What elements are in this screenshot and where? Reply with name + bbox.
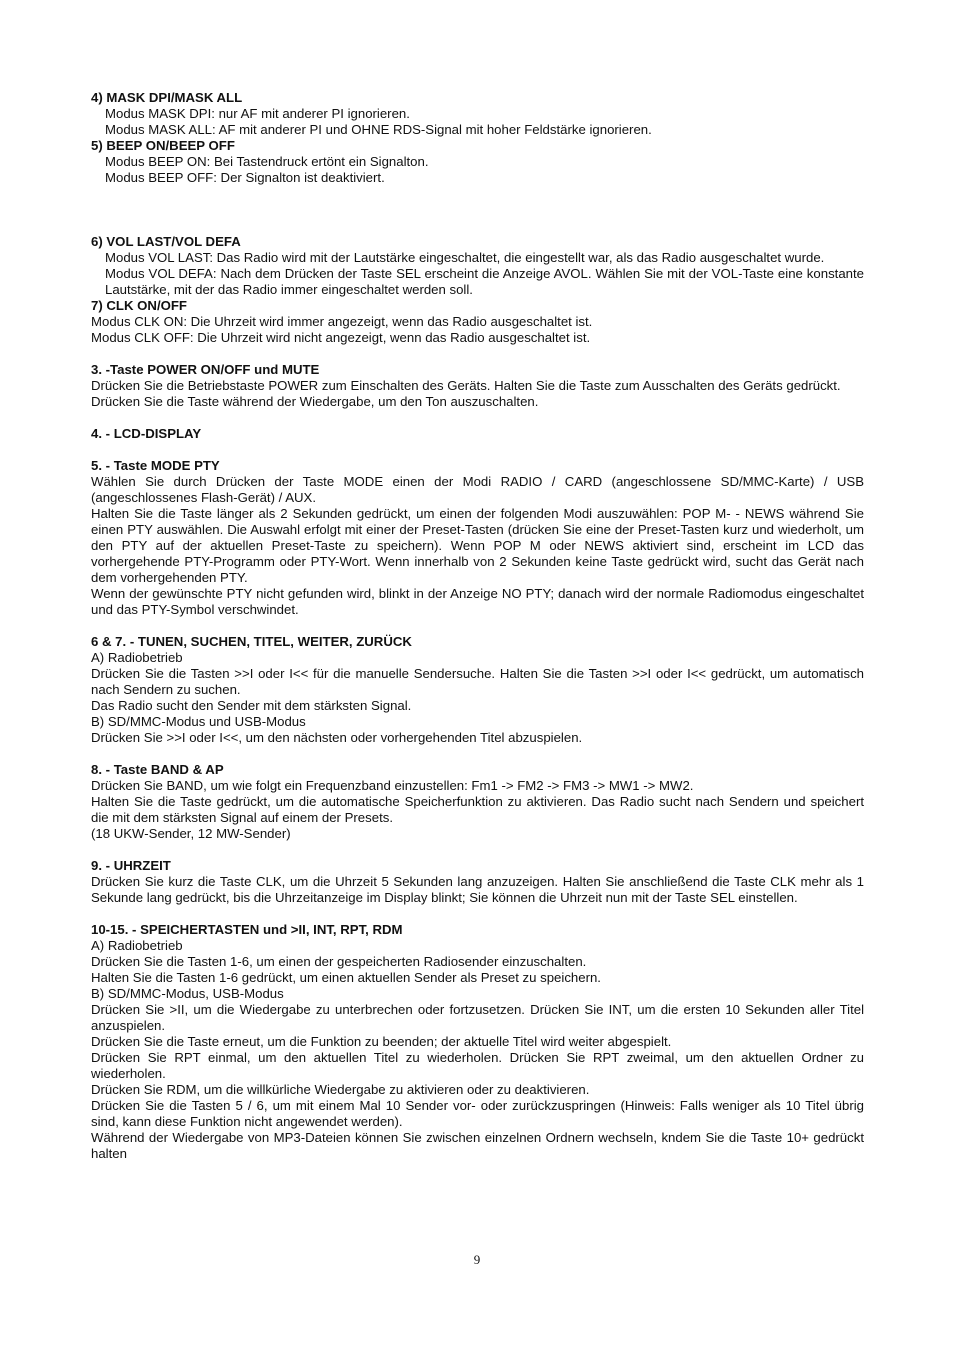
section-heading: 5. - Taste MODE PTY	[91, 458, 220, 473]
section-heading: 6 & 7. - TUNEN, SUCHEN, TITEL, WEITER, ZURÜCK	[91, 634, 412, 649]
paragraph: Wählen Sie durch Drücken der Taste MODE einen der Modi RADIO / CARD (angeschlossene SD/MMC-Karte) / USB (angeschlossenes Flash-Gerät) / AUX.	[91, 474, 864, 505]
paragraph: Modus VOL DEFA: Nach dem Drücken der Taste SEL erscheint die Anzeige AVOL. Wählen Sie mit der VOL-Taste eine konstante Lautstärke, mit der das Radio immer eingeschaltet werden soll.	[105, 266, 864, 297]
spacer	[91, 842, 864, 858]
spacer	[91, 442, 864, 458]
paragraph: Drücken Sie die Tasten 1-6, um einen der gespeicherten Radiosender einzuschalten.	[91, 954, 587, 969]
paragraph: B) SD/MMC-Modus, USB-Modus	[91, 986, 284, 1001]
paragraph: Drücken Sie >II, um die Wiedergabe zu unterbrechen oder fortzusetzen. Drücken Sie INT, um die ersten 10 Sekunden aller Titel anzuspielen.	[91, 1002, 864, 1033]
document-body	[91, 90, 864, 1162]
paragraph: Modus MASK ALL: AF mit anderer PI und OHNE RDS-Signal mit hoher Feldstärke ignorieren.	[105, 122, 652, 137]
section-heading: 9. - UHRZEIT	[91, 858, 171, 873]
paragraph: Drücken Sie RPT einmal, um den aktuellen Titel zu wiederholen. Drücken Sie RPT zweimal, um den aktuellen Ordner zu wiederholen.	[91, 1050, 864, 1081]
paragraph: Halten Sie die Taste gedrückt, um die automatische Speicherfunktion zu aktivieren. Das Radio sucht nach Sendern und speichert die mit dem stärksten Signal auf einem der Presets.	[91, 794, 864, 825]
section-heading: 8. - Taste BAND & AP	[91, 762, 224, 777]
spacer	[91, 410, 864, 426]
paragraph: Halten Sie die Taste länger als 2 Sekunden gedrückt, um einen der folgenden Modi auszuwählen: POP M- - NEWS während Sie einen PTY auswählen. Die Auswahl erfolgt mit einer der Preset-Tasten (drücken Sie eine der Preset-Tasten kurz und wiederholt, um den PTY auf der aktuellen Preset-Taste zu speichern). Wenn POP M oder NEWS aktiviert sind, erscheint im LCD das vorhergehende PTY-Programm oder PTY-Wort. Wenn innerhalb von 2 Sekunden keine Taste gedrückt wird, sucht das Gerät nach dem vorhergehenden PTY.	[91, 506, 864, 585]
paragraph: Drücken Sie die Taste während der Wiedergabe, um den Ton auszuschalten.	[91, 394, 539, 409]
paragraph: Drücken Sie die Taste erneut, um die Funktion zu beenden; der aktuelle Titel wird weiter abgespielt.	[91, 1034, 672, 1049]
paragraph: A) Radiobetrieb	[91, 938, 183, 953]
section-heading: 10-15. - SPEICHERTASTEN und >II, INT, RPT, RDM	[91, 922, 403, 937]
paragraph: Modus BEEP ON: Bei Tastendruck ertönt ein Signalton.	[105, 154, 429, 169]
paragraph: Wenn der gewünschte PTY nicht gefunden wird, blinkt in der Anzeige NO PTY; danach wird der normale Radiomodus eingeschaltet und das PTY-Symbol verschwindet.	[91, 586, 864, 617]
paragraph: Modus CLK ON: Die Uhrzeit wird immer angezeigt, wenn das Radio ausgeschaltet ist.	[91, 314, 593, 329]
paragraph: Drücken Sie BAND, um wie folgt ein Frequenzband einzustellen: Fm1 -> FM2 -> FM3 -> MW1 -> MW2.	[91, 778, 694, 793]
spacer	[91, 346, 864, 362]
section-heading: 3. -Taste POWER ON/OFF und MUTE	[91, 362, 320, 377]
section-heading: 4) MASK DPI/MASK ALL	[91, 90, 243, 105]
paragraph: Drücken Sie die Tasten >>I oder I<< für die manuelle Sendersuche. Halten Sie die Tasten >>I oder I<< gedrückt, um automatisch nach Sendern zu suchen.	[91, 666, 864, 697]
section-heading: 5) BEEP ON/BEEP OFF	[91, 138, 235, 153]
page-number: 9	[473, 1252, 481, 1267]
paragraph: Modus BEEP OFF: Der Signalton ist deaktiviert.	[105, 170, 385, 185]
paragraph: Drücken Sie >>I oder I<<, um den nächsten oder vorhergehenden Titel abzuspielen.	[91, 730, 583, 745]
paragraph: Modus MASK DPI: nur AF mit anderer PI ignorieren.	[105, 106, 410, 121]
paragraph: Modus CLK OFF: Die Uhrzeit wird nicht angezeigt, wenn das Radio ausgeschaltet ist.	[91, 330, 591, 345]
spacer	[91, 618, 864, 634]
spacer	[91, 746, 864, 762]
paragraph: Während der Wiedergabe von MP3-Dateien können Sie zwischen einzelnen Ordnern wechseln, kndem Sie die Taste 10+ gedrückt halten	[91, 1130, 864, 1161]
paragraph: Modus VOL LAST: Das Radio wird mit der Lautstärke eingeschaltet, die eingestellt war, als das Radio ausgeschaltet wurde.	[105, 250, 825, 265]
paragraph: Drücken Sie die Tasten 5 / 6, um mit einem Mal 10 Sender vor- oder zurückzuspringen (Hinweis: Falls weniger als 10 Titel übrig sind, kann diese Funktion nicht angewendet werden).	[91, 1098, 864, 1129]
paragraph: Drücken Sie RDM, um die willkürliche Wiedergabe zu aktivieren oder zu deaktivieren.	[91, 1082, 590, 1097]
paragraph: Drücken Sie die Betriebstaste POWER zum Einschalten des Geräts. Halten Sie die Taste zum Ausschalten des Geräts gedrückt.	[91, 378, 841, 393]
paragraph: Das Radio sucht den Sender mit dem stärksten Signal.	[91, 698, 412, 713]
spacer	[91, 906, 864, 922]
paragraph: B) SD/MMC-Modus und USB-Modus	[91, 714, 306, 729]
paragraph: Drücken Sie kurz die Taste CLK, um die Uhrzeit 5 Sekunden lang anzuzeigen. Halten Sie anschließend die Taste CLK mehr als 1 Sekunde lang gedrückt, bis die Uhrzeitanzeige im Display blinkt; Sie können die Uhrzeit nun mit der Taste SEL einstellen.	[91, 874, 864, 905]
section-heading: 7) CLK ON/OFF	[91, 298, 187, 313]
spacer	[91, 186, 864, 234]
section-heading: 4. - LCD-DISPLAY	[91, 426, 202, 441]
paragraph: Halten Sie die Tasten 1-6 gedrückt, um einen aktuellen Sender als Preset zu speichern.	[91, 970, 601, 985]
paragraph: (18 UKW-Sender, 12 MW-Sender)	[91, 826, 291, 841]
paragraph: A) Radiobetrieb	[91, 650, 183, 665]
section-heading: 6) VOL LAST/VOL DEFA	[91, 234, 241, 249]
